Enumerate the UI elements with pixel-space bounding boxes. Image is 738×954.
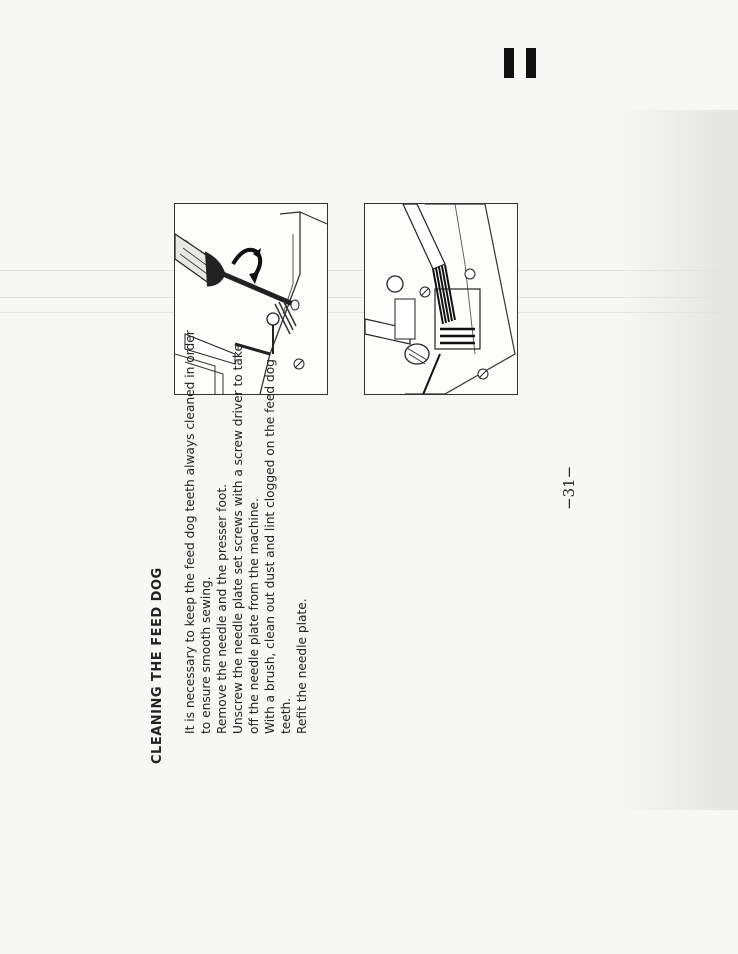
paragraph-line: Refit the needle plate.	[295, 598, 309, 734]
paragraph-line: off the needle plate from the machine.	[247, 498, 261, 734]
paragraph-line: Unscrew the needle plate set screws with a screw driver to take	[231, 343, 245, 734]
paragraph-line: With a brush, clean out dust and lint clogged on the feed dog	[263, 359, 277, 734]
paragraph-line: teeth.	[279, 697, 293, 734]
paragraph-line: Remove the needle and the presser foot.	[215, 483, 229, 734]
brush-cleaning-feed-dog-illustration	[364, 203, 518, 395]
section-heading: CLEANING THE FEED DOG	[150, 567, 165, 764]
paragraph-line: to ensure smooth sewing.	[199, 576, 213, 734]
paragraph-line: It is necessary to keep the feed dog teeth always cleaned in order	[183, 330, 197, 734]
page-number: −31−	[560, 465, 578, 510]
